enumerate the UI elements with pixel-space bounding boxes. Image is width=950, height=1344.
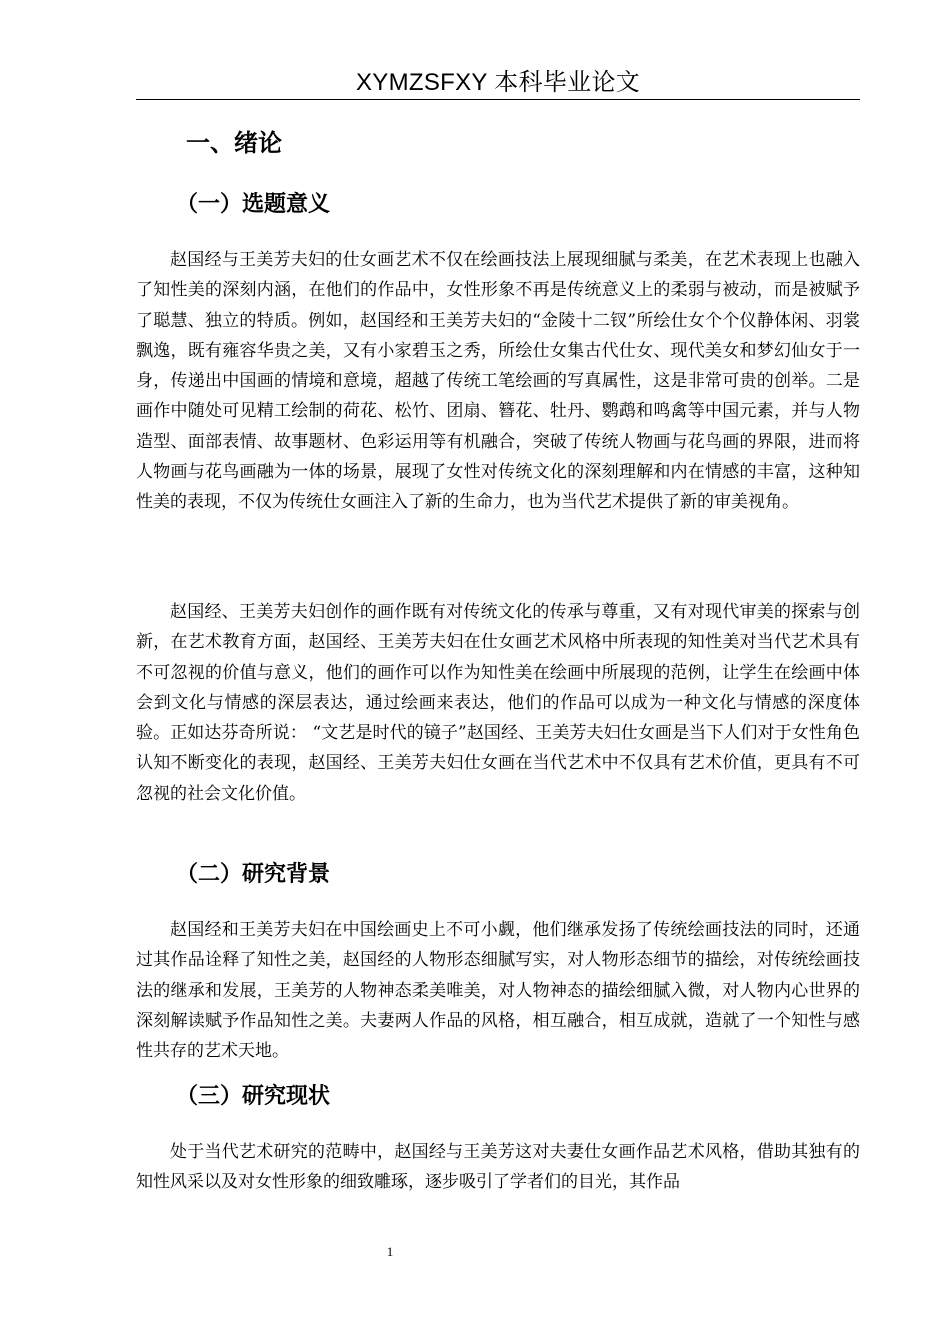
running-header: XYMZSFXY 本科毕业论文	[355, 69, 641, 96]
paragraph: 赵国经与王美芳夫妇的仕女画艺术不仅在绘画技法上展现细腻与柔美，在艺术表现上也融入了知性美的深刻内涵，在他们的作品中，女性形象不再是传统意义上的柔弱与被动，而是被赋予了聪慧、独立的特质。例如，赵国经和王美芳夫妇的“金陵十二钗”所绘仕女个个仪静体闲、羽裳飘逸，既有雍容华贵之美，又有小家碧玉之秀，所绘仕女集古代仕女、现代美女和梦幻仙女于一身，传递出中国画的情境和意境，超越了传统工笔绘画的写真属性，这是非常可贵的创举。二是画作中随处可见精工绘制的荷花、松竹、团扇、簪花、牡丹、鹦鹉和鸣禽等中国元素，并与人物造型、面部表情、故事题材、色彩运用等有机融合，突破了传统人物画与花鸟画的界限，进而将人物画与花鸟画融为一体的场景，展现了女性对传统文化的深刻理解和内在情感的丰富，这种知性美的表现，不仅为传统仕女画注入了新的生命力，也为当代艺术提供了新的审美视角。	[136, 250, 860, 513]
section-heading-significance: （一）选题意义	[176, 192, 331, 217]
paragraph: 赵国经和王美芳夫妇在中国绘画史上不可小觑，他们继承发扬了传统绘画技法的同时，还通过其作品诠释了知性之美，赵国经的人物形态细腻写实，对人物形态细节的描绘，对传统绘画技法的继承和发展，王美芳的人物神态柔美唯美，对人物神态的描绘细腻入微，对人物内心世界的深刻解读赋予作品知性之美。夫妻两人作品的风格，相互融合，相互成就，造就了一个知性与感性共存的艺术天地。	[136, 920, 860, 1062]
section-heading-status: （三）研究现状	[176, 1084, 331, 1109]
chapter-heading: 一、绪论	[186, 129, 282, 157]
header-divider	[136, 99, 860, 100]
paragraph: 处于当代艺术研究的范畴中，赵国经与王美芳这对夫妻仕女画作品艺术风格，借助其独有的知性风采以及对女性形象的细致雕琢，逐步吸引了学者们的目光，其作品	[136, 1142, 860, 1193]
page-number: 1	[386, 1244, 394, 1259]
section-heading-background: （二）研究背景	[176, 862, 331, 887]
paragraph: 赵国经、王美芳夫妇创作的画作既有对传统文化的传承与尊重，又有对现代审美的探索与创新，在艺术教育方面，赵国经、王美芳夫妇在仕女画艺术风格中所表现的知性美对当代艺术具有不可忽视的价值与意义，他们的画作可以作为知性美在绘画中所展现的范例，让学生在绘画中体会到文化与情感的深层表达，通过绘画来表达，他们的作品可以成为一种文化与情感的深度体验。正如达芬奇所说： “文艺是时代的镜子”赵国经、王美芳夫妇仕女画是当下人们对于女性角色认知不断变化的表现，赵国经、王美芳夫妇仕女画在当代艺术中不仅具有艺术价值，更具有不可忽视的社会文化价值。	[136, 602, 860, 804]
